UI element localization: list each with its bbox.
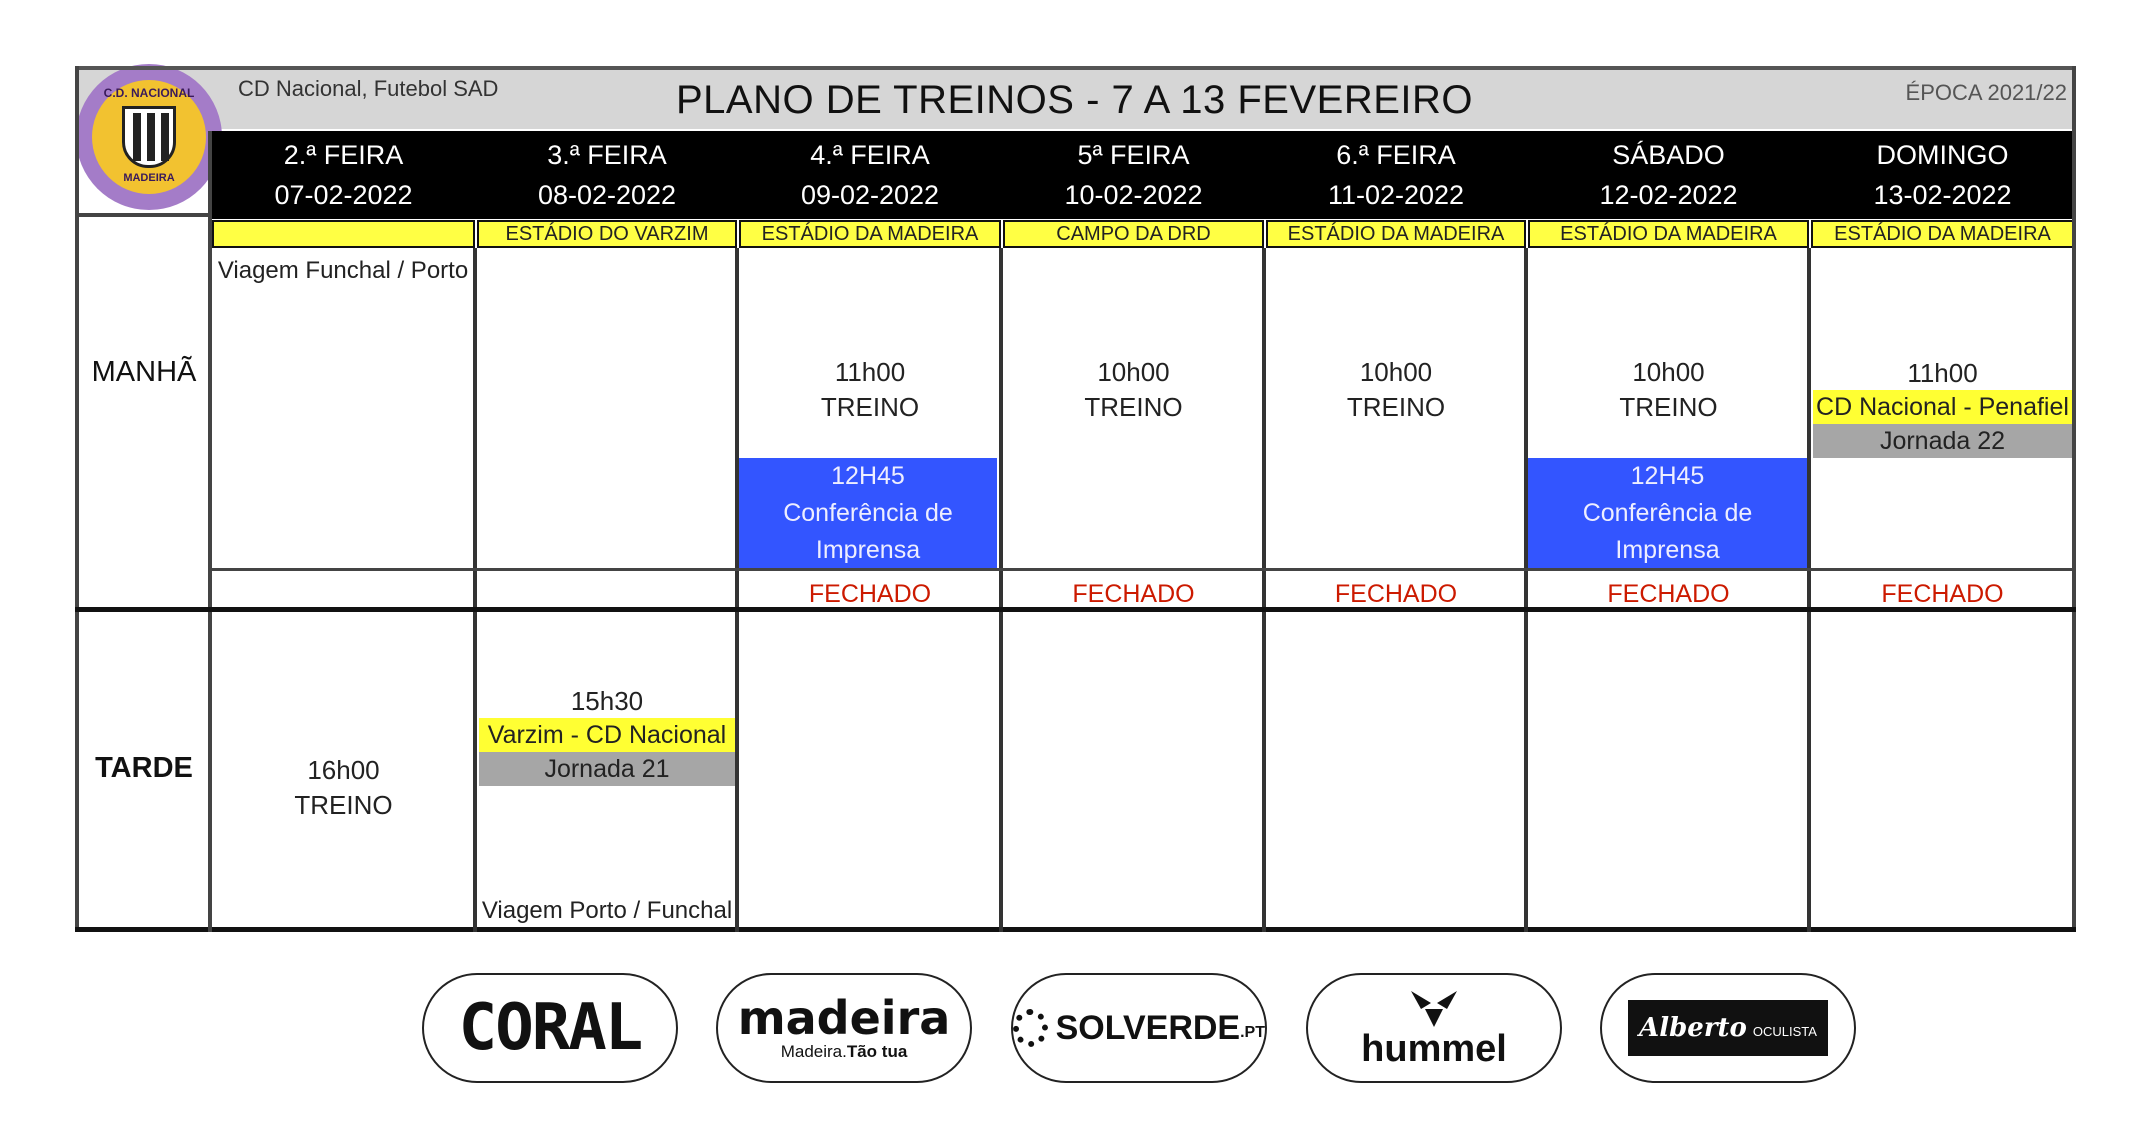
day-name: 2.ª FEIRA xyxy=(283,140,404,170)
day-header-fri xyxy=(1266,131,1526,219)
alberto-suffix: OCULISTA xyxy=(1752,1023,1817,1039)
sat-press-conference xyxy=(1528,458,1807,568)
training-label: TREINO xyxy=(1346,392,1446,422)
frame-left xyxy=(75,66,79,932)
sponsor-coral xyxy=(422,973,678,1083)
day-header-sat xyxy=(1528,131,1809,219)
hummel-bee-icon xyxy=(1407,987,1461,1029)
tue-match-time: 15h30 xyxy=(570,685,644,716)
frame-bottom xyxy=(75,927,2076,932)
period-afternoon: TARDE xyxy=(95,751,193,784)
day-header-mon xyxy=(212,131,475,219)
tue-afternoon-travel: Viagem Porto / Funchal xyxy=(481,896,733,924)
tue-match: Varzim - CD Nacional xyxy=(479,718,735,752)
conference-time: 12H45 xyxy=(831,461,905,490)
training-time: 10h00 xyxy=(1097,357,1170,387)
sun-match-time: 11h00 xyxy=(1907,357,1978,388)
wed-morning-training xyxy=(739,354,1001,426)
sponsor-madeira xyxy=(716,973,972,1083)
day-date: 13-02-2022 xyxy=(1873,180,2012,210)
training-label: TREINO xyxy=(1084,392,1183,422)
conference-time: 12H45 xyxy=(1630,461,1705,490)
day-date: 10-02-2022 xyxy=(1064,180,1203,210)
venue-sun: ESTÁDIO DA MADEIRA xyxy=(1811,220,2074,248)
mon-morning-travel: Viagem Funchal / Porto xyxy=(217,256,469,284)
solverde-suffix: .PT xyxy=(1240,1024,1265,1041)
day-header-sun xyxy=(1811,131,2074,219)
wed-press-conference xyxy=(739,458,997,568)
day-name: 5ª FEIRA xyxy=(1077,140,1190,170)
conference-label: Conferência de xyxy=(783,498,953,527)
venue-thu: CAMPO DA DRD xyxy=(1003,220,1264,248)
day-date: 09-02-2022 xyxy=(800,180,940,210)
closed-sat: FECHADO xyxy=(1607,579,1730,608)
day-name: 4.ª FEIRA xyxy=(810,140,930,170)
venue-sat: ESTÁDIO DA MADEIRA xyxy=(1528,220,1809,248)
thu-morning-training xyxy=(1003,354,1264,426)
column-divider xyxy=(473,248,477,932)
alberto-logo-box xyxy=(1628,1000,1828,1056)
training-label: TREINO xyxy=(294,790,393,820)
sat-morning-training xyxy=(1528,354,1809,426)
alberto-logo: Alberto xyxy=(1639,1013,1747,1043)
season-label: ÉPOCA 2021/22 xyxy=(1905,80,2067,105)
mon-afternoon-training xyxy=(212,752,475,824)
madeira-tagline: Madeira.Tão tua xyxy=(780,1042,908,1061)
frame-right xyxy=(2072,66,2076,932)
club-name: CD Nacional, Futebol SAD xyxy=(238,76,499,101)
conference-label: Conferência de xyxy=(1582,498,1753,527)
logo-divider xyxy=(75,213,212,217)
solverde-sun-icon xyxy=(1013,1009,1048,1047)
closed-wed: FECHADO xyxy=(808,579,932,608)
venue-fri: ESTÁDIO DA MADEIRA xyxy=(1266,220,1526,248)
club-shield-icon xyxy=(122,106,176,168)
solverde-logo: SOLVERDE xyxy=(1055,1008,1241,1047)
day-name: DOMINGO xyxy=(1876,140,2009,170)
training-time: 11h00 xyxy=(834,357,906,387)
day-header-wed xyxy=(739,131,1001,219)
club-logo-top-text: C.D. NACIONAL xyxy=(103,86,195,100)
sun-match-round: Jornada 22 xyxy=(1813,424,2072,458)
training-label: TREINO xyxy=(820,392,920,422)
day-header-tue xyxy=(477,131,737,219)
coral-logo: CORAL xyxy=(458,991,642,1065)
venue-tue: ESTÁDIO DO VARZIM xyxy=(477,220,737,248)
day-date: 12-02-2022 xyxy=(1599,180,1738,210)
period-morning: MANHÃ xyxy=(91,355,197,388)
closed-fri: FECHADO xyxy=(1334,579,1458,608)
tue-match-round: Jornada 21 xyxy=(479,752,735,786)
training-label: TREINO xyxy=(1619,392,1718,422)
hummel-logo: hummel xyxy=(1361,1028,1507,1070)
training-time: 16h00 xyxy=(307,755,380,785)
frame-top xyxy=(75,66,2076,70)
sponsor-solverde xyxy=(1011,973,1267,1083)
venue-mon xyxy=(212,220,475,248)
day-name: 6.ª FEIRA xyxy=(1336,140,1456,170)
sun-match: CD Nacional - Penafiel xyxy=(1813,390,2072,424)
sponsor-alberto xyxy=(1600,973,1856,1083)
club-logo-bottom-text: MADEIRA xyxy=(123,172,175,184)
venue-wed: ESTÁDIO DA MADEIRA xyxy=(739,220,1001,248)
closed-thu: FECHADO xyxy=(1072,579,1195,608)
fri-morning-training xyxy=(1266,354,1526,426)
conference-label-2: Imprensa xyxy=(815,535,921,564)
day-date: 07-02-2022 xyxy=(274,180,413,210)
day-name: 3.ª FEIRA xyxy=(547,140,667,170)
day-date: 11-02-2022 xyxy=(1327,180,1465,210)
training-time: 10h00 xyxy=(1359,357,1433,387)
madeira-logo: madeira xyxy=(737,991,951,1045)
day-header-thu xyxy=(1003,131,1264,219)
day-date: 08-02-2022 xyxy=(537,180,677,210)
conference-label-2: Imprensa xyxy=(1615,535,1720,564)
closed-sun: FECHADO xyxy=(1881,579,2004,608)
training-time: 10h00 xyxy=(1632,357,1705,387)
sponsor-hummel xyxy=(1306,973,1562,1083)
closed-row-top xyxy=(212,568,2074,571)
page-title: PLANO DE TREINOS - 7 A 13 FEVEREIRO xyxy=(675,78,1473,122)
day-name: SÁBADO xyxy=(1612,140,1725,170)
